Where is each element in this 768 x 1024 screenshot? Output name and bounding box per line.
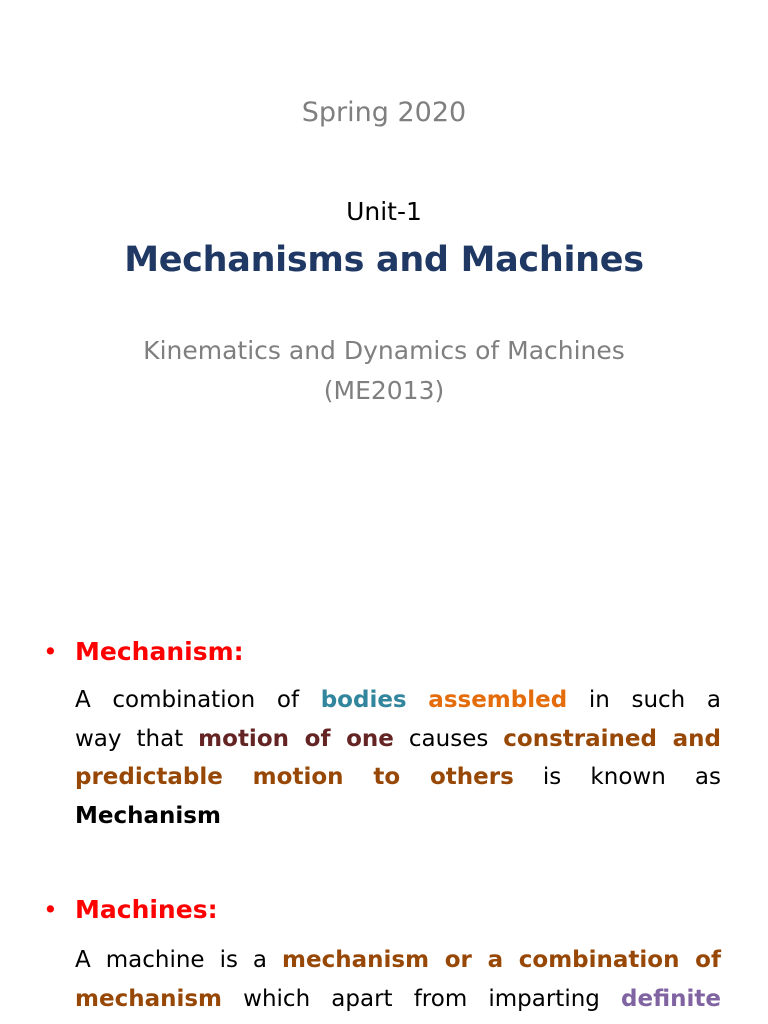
text-run: is known as (513, 764, 721, 790)
bullet-icon: • (43, 637, 58, 666)
mechanism-heading-text: Mechanism: (75, 637, 244, 666)
term-mechanism-combination: mechanism or a combination of (282, 947, 721, 973)
content-slide (0, 580, 768, 1024)
unit-label: Unit-1 (346, 197, 422, 226)
term-motion-of-one: motion of one (198, 725, 394, 752)
text-run: A combination of (75, 687, 321, 713)
term-assembled: assembled (428, 687, 568, 713)
slide-title: Mechanisms and Machines (124, 240, 644, 280)
definition-line (75, 720, 721, 759)
machine-definition (75, 941, 721, 1018)
definition-line (75, 797, 721, 836)
text-run: A machine is a (75, 947, 283, 973)
definition-line (75, 980, 721, 1019)
term-predictable-motion: predictable motion to others (75, 764, 514, 790)
term-bodies: bodies (320, 687, 407, 713)
semester-label: Spring 2020 (301, 97, 467, 128)
bullet-icon: • (43, 895, 58, 924)
course-name: Kinematics and Dynamics of Machines (143, 336, 625, 365)
definition-line (75, 758, 721, 797)
term-constrained: constrained and (503, 725, 721, 752)
text-run: way that (75, 725, 199, 752)
term-mechanism: Mechanism (75, 802, 221, 829)
definition-line (75, 681, 721, 720)
text-run (407, 687, 429, 713)
text-run: causes (393, 725, 504, 752)
text-run: in such a (567, 687, 722, 713)
term-definite: definite (621, 985, 721, 1012)
machines-heading-text: Machines: (75, 895, 218, 924)
machines-heading (43, 895, 218, 924)
text-run: which apart from imparting (222, 985, 622, 1012)
definition-line (75, 941, 721, 980)
term-mechanism: mechanism (75, 985, 223, 1012)
mechanism-definition (75, 681, 721, 835)
mechanism-heading (43, 637, 244, 666)
course-code: (ME2013) (323, 376, 445, 405)
